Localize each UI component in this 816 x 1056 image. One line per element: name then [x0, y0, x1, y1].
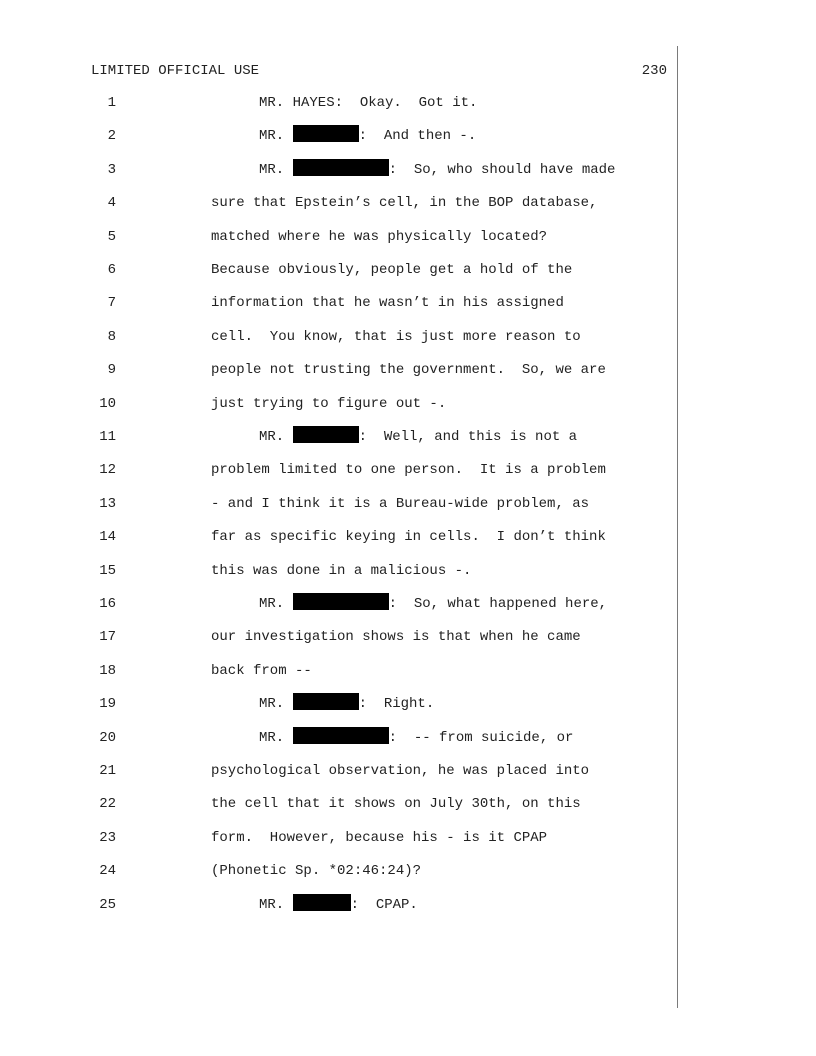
line-text-start: MR.	[259, 161, 293, 178]
line-text	[211, 560, 471, 582]
line-text	[211, 292, 564, 314]
line-text	[211, 626, 581, 648]
transcript-line	[0, 393, 816, 415]
line-text-start: this was done in a malicious -.	[211, 562, 472, 579]
line-text	[211, 259, 572, 281]
line-text	[211, 860, 421, 882]
line-text-end: : And then -.	[358, 128, 477, 145]
line-text-start: MR.	[259, 896, 293, 913]
line-text	[211, 894, 418, 916]
line-text-start: just trying to figure out -.	[211, 395, 447, 412]
line-text-start: psychological observation, he was placed into	[211, 763, 590, 779]
transcript-line	[0, 192, 816, 214]
line-text-end: : CPAP.	[350, 896, 418, 913]
line-number: 8	[107, 328, 116, 345]
line-number: 14	[99, 529, 116, 546]
line-text	[211, 827, 547, 849]
line-number: 24	[99, 863, 116, 880]
redaction-box	[293, 693, 359, 710]
line-text	[211, 192, 597, 214]
line-text-start: MR.	[259, 596, 293, 612]
transcript-line	[0, 760, 816, 782]
line-number: 13	[99, 495, 116, 512]
line-text	[211, 693, 434, 715]
transcript-line	[0, 292, 816, 314]
line-text-start: information that he wasn’t in his assigned	[211, 295, 564, 312]
line-number: 5	[107, 228, 116, 245]
line-text-start: people not trusting the government. So, we are	[211, 362, 606, 379]
transcript-line	[0, 593, 816, 615]
line-text-end: : -- from suicide, or	[388, 729, 574, 746]
line-number: 23	[99, 829, 116, 846]
line-text-start: cell. You know, that is just more reason to	[211, 328, 581, 345]
transcript-line	[0, 125, 816, 147]
line-number: 12	[99, 462, 116, 479]
line-text-start: MR. HAYES: Okay. Got it.	[259, 95, 478, 111]
line-text-start: sure that Epstein’s cell, in the BOP database,	[211, 195, 598, 212]
line-number: 25	[99, 896, 116, 913]
line-number: 21	[99, 763, 116, 779]
line-text	[211, 393, 446, 415]
line-text-end: : So, who should have made	[388, 161, 616, 178]
transcript-line	[0, 526, 816, 548]
line-text	[211, 226, 547, 248]
line-text-start: MR.	[259, 429, 293, 445]
transcript-line	[0, 259, 816, 281]
line-text	[211, 660, 312, 682]
line-number: 6	[107, 262, 116, 278]
line-text-start: MR.	[259, 128, 293, 145]
line-number: 17	[99, 629, 116, 646]
line-text-start: back from --	[211, 662, 312, 679]
line-number: 19	[99, 696, 116, 713]
transcript-line	[0, 326, 816, 348]
line-number: 1	[107, 95, 116, 111]
line-text	[211, 760, 589, 782]
redaction-box	[293, 727, 389, 744]
line-text-start: - and I think it is a Bureau-wide problem, as	[211, 495, 590, 512]
line-number: 18	[99, 662, 116, 679]
transcript-line	[0, 693, 816, 715]
line-text	[211, 793, 581, 815]
transcript-line	[0, 159, 816, 181]
line-text-end: : Well, and this is not a	[358, 429, 578, 445]
line-text-start: matched where he was physically located?	[211, 228, 548, 245]
transcript-line	[0, 660, 816, 682]
transcript-line	[0, 827, 816, 849]
transcript-line	[0, 626, 816, 648]
line-number: 9	[107, 362, 116, 379]
line-number: 7	[107, 295, 116, 312]
line-text	[211, 459, 606, 481]
line-text-start: our investigation shows is that when he came	[211, 629, 581, 646]
line-number: 16	[99, 596, 116, 612]
line-text-start: (Phonetic Sp. *02:46:24)?	[211, 863, 422, 880]
line-number: 22	[99, 796, 116, 813]
line-number: 3	[107, 161, 116, 178]
redaction-box	[293, 894, 351, 911]
line-text	[211, 426, 577, 448]
line-number: 4	[107, 195, 116, 212]
line-text	[211, 493, 589, 515]
transcript-line	[0, 793, 816, 815]
line-text	[211, 125, 476, 147]
line-number: 20	[99, 729, 116, 746]
line-text	[211, 359, 606, 381]
line-number: 2	[107, 128, 116, 145]
transcript-line	[0, 493, 816, 515]
transcript-line	[0, 459, 816, 481]
redaction-box	[293, 593, 389, 610]
line-text-start: MR.	[259, 696, 293, 713]
transcript-line	[0, 894, 816, 916]
line-text	[211, 159, 615, 181]
redaction-box	[293, 426, 359, 443]
redaction-box	[293, 159, 389, 176]
transcript-line	[0, 727, 816, 749]
line-text-start: form. However, because his - is it CPAP	[211, 829, 548, 846]
line-text-start: problem limited to one person. It is a problem	[211, 462, 606, 479]
line-text	[211, 727, 573, 749]
line-text-start: Because obviously, people get a hold of the	[211, 262, 573, 278]
transcript-line	[0, 426, 816, 448]
transcript-line	[0, 560, 816, 582]
page-header	[91, 61, 667, 81]
line-text-end: : Right.	[358, 696, 435, 713]
line-text	[211, 92, 477, 114]
line-number: 10	[99, 395, 116, 412]
line-text	[211, 593, 607, 615]
line-text	[211, 526, 606, 548]
line-text-start: MR.	[259, 729, 293, 746]
transcript-line	[0, 92, 816, 114]
transcript-line	[0, 359, 816, 381]
page-number: 230	[641, 63, 667, 79]
transcript-line	[0, 860, 816, 882]
line-number: 11	[99, 429, 116, 445]
classification-marking: LIMITED OFFICIAL USE	[91, 63, 260, 79]
line-text-start: the cell that it shows on July 30th, on this	[211, 796, 581, 813]
line-number: 15	[99, 562, 116, 579]
line-text	[211, 326, 581, 348]
line-text-start: far as specific keying in cells. I don’t think	[211, 529, 606, 546]
line-text-end: : So, what happened here,	[388, 596, 608, 612]
transcript-line	[0, 226, 816, 248]
redaction-box	[293, 125, 359, 142]
